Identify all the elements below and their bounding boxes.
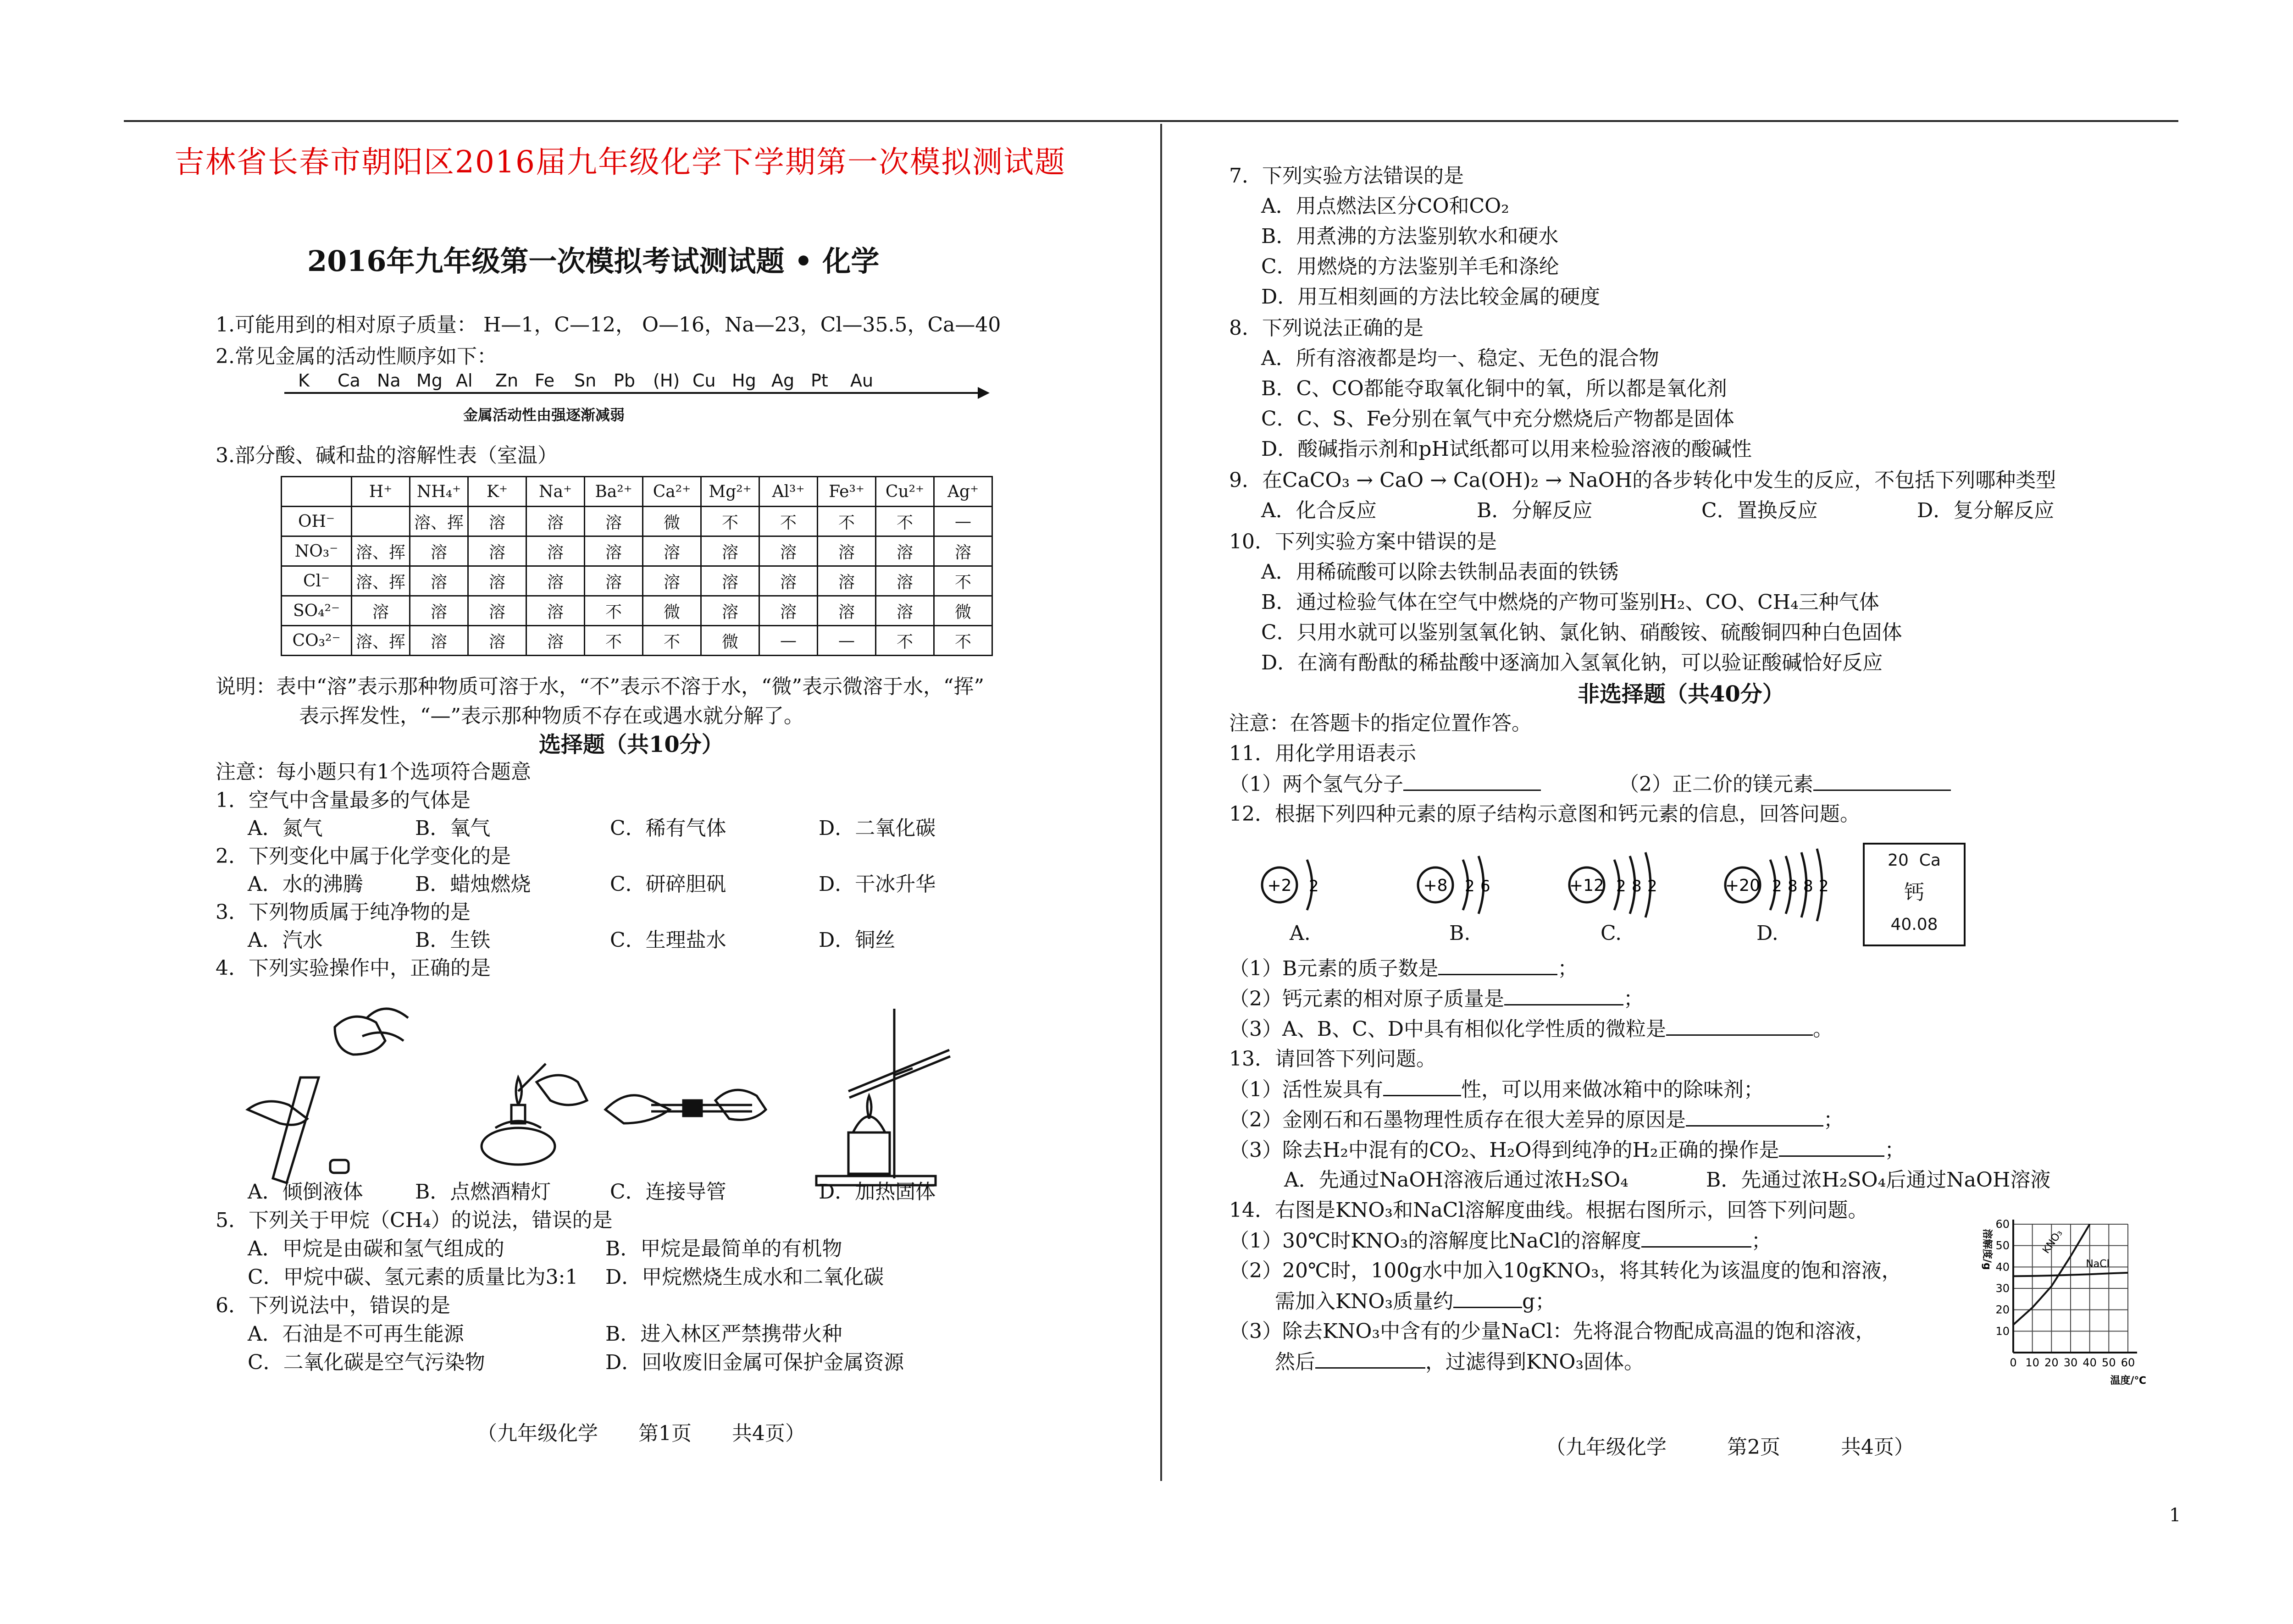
x-tick-label: 40 <box>2083 1356 2097 1369</box>
element-mass: 40.08 <box>1890 915 1938 934</box>
q9-option-b: B．分解反应 <box>1477 499 1593 522</box>
heat-solid-illustration <box>807 1000 963 1192</box>
solubility-table <box>281 476 993 656</box>
table-cell: 溶 <box>585 566 643 596</box>
section-2-title: 非选择题（共40分） <box>1578 681 1784 707</box>
q2-option-b: B．蜡烛燃烧 <box>415 873 531 896</box>
table-cell: 溶 <box>759 596 818 626</box>
activity-heading: 2.常见金属的活动性顺序如下： <box>216 345 497 368</box>
q8-option-a: A．所有溶液都是均一、稳定、无色的混合物 <box>1261 347 1659 370</box>
x-tick-label: 20 <box>2044 1356 2059 1369</box>
q2-option-a: A．水的沸腾 <box>248 873 363 896</box>
y-tick-label: 10 <box>1995 1325 2010 1338</box>
activity-series <box>298 370 890 391</box>
atom-label-c: C. <box>1601 922 1622 945</box>
metal-symbol: Na <box>377 370 401 391</box>
element-name: 钙 <box>1904 881 1924 904</box>
metal-symbol: K <box>298 370 310 391</box>
table-heading: 3.部分酸、碱和盐的溶解性表（室温） <box>216 444 558 467</box>
table-row-label: NO₃⁻ <box>282 536 352 566</box>
table-cell: — <box>818 626 876 656</box>
shell-electron-count: 2 <box>1647 877 1657 895</box>
table-header-cell: Fe³⁺ <box>818 477 876 507</box>
table-cell: 不 <box>759 507 818 536</box>
table-row-label: OH⁻ <box>282 507 352 536</box>
y-tick-label: 40 <box>1995 1260 2010 1274</box>
document-title: 吉林省长春市朝阳区2016届九年级化学下学期第一次模拟测试题 <box>174 144 1066 180</box>
y-tick-label: 30 <box>1995 1282 2010 1295</box>
heat-solid-drawing <box>807 1000 963 1192</box>
table-header-cell: Ba²⁺ <box>585 477 643 507</box>
q13-option-b: B．先通过浓H₂SO₄后通过NaOH溶液 <box>1706 1168 2051 1192</box>
table-cell: 溶 <box>410 566 468 596</box>
atom-nucleus-charge: +2 <box>1267 876 1292 895</box>
table-cell: 溶 <box>818 536 876 566</box>
table-cell: 溶 <box>526 536 585 566</box>
q11-stem: 11．用化学用语表示 <box>1229 742 1416 765</box>
table-cell: 溶、挥 <box>410 507 468 536</box>
table-cell: 溶 <box>643 566 701 596</box>
x-tick-label: 60 <box>2121 1356 2135 1369</box>
table-note-2: 表示挥发性，“—”表示那种物质不存在或遇水就分解了。 <box>299 704 804 728</box>
q4-option-a: A．倾倒液体 <box>248 1180 363 1204</box>
q14-answer-3[interactable] <box>1315 1350 1425 1369</box>
table-cell: 微 <box>701 626 759 656</box>
q13-part-3: （3）除去H₂中混有的CO₂、H₂O得到纯净的H₂正确的操作是 <box>1229 1138 1779 1162</box>
q10-option-c: C．只用水就可以鉴别氢氧化钠、氯化钠、硝酸铵、硫酸铜四种白色固体 <box>1261 621 1902 644</box>
q5-option-d: D．甲烷燃烧生成水和二氧化碳 <box>605 1265 884 1289</box>
q12-stem: 12．根据下列四种元素的原子结构示意图和钙元素的信息，回答问题。 <box>1229 802 1860 826</box>
q1-stem: 1．空气中含量最多的气体是 <box>216 789 471 812</box>
table-header-cell: Cu²⁺ <box>876 477 934 507</box>
q10-option-b: B．通过检验气体在空气中燃烧的产物可鉴别H₂、CO、CH₄三种气体 <box>1261 591 1879 614</box>
metal-symbol: (H) <box>653 370 680 391</box>
table-header-cell: H⁺ <box>352 477 410 507</box>
q4-option-b: B．点燃酒精灯 <box>415 1180 551 1204</box>
q8-stem: 8．下列说法正确的是 <box>1229 316 1423 340</box>
q11-part-2: （2）正二价的镁元素 <box>1619 773 1813 796</box>
q14-stem: 14．右图是KNO₃和NaCl溶解度曲线。根据右图所示，回答下列问题。 <box>1229 1199 1868 1222</box>
table-cell: 溶 <box>876 566 934 596</box>
x-tick-label: 50 <box>2102 1356 2116 1369</box>
table-cell: 溶 <box>526 507 585 536</box>
element-number: 20 <box>1888 851 1909 870</box>
table-cell: 溶 <box>352 596 410 626</box>
q12-answer-3[interactable] <box>1666 1017 1813 1036</box>
y-tick-label: 50 <box>1995 1239 2010 1252</box>
series-label: KNO₃ <box>2040 1227 2065 1256</box>
q6-option-b: B．进入林区严禁携带火种 <box>605 1322 842 1346</box>
table-cell: 溶 <box>468 536 526 566</box>
q3-option-d: D．铜丝 <box>819 928 896 952</box>
x-axis-label: 温度/℃ <box>2110 1375 2146 1386</box>
q9-option-a: A．化合反应 <box>1261 499 1377 522</box>
shell-electron-count: 2 <box>1309 877 1319 895</box>
x-tick-label: 0 <box>2010 1356 2017 1369</box>
y-tick-label: 60 <box>1995 1218 2010 1231</box>
shell-electron-count: 6 <box>1480 877 1490 895</box>
table-cell <box>352 507 410 536</box>
table-row <box>282 626 992 656</box>
q6-option-d: D．回收废旧金属可保护金属资源 <box>605 1351 904 1374</box>
q7-option-b: B．用煮沸的方法鉴别软水和硬水 <box>1261 225 1559 248</box>
table-cell: 溶 <box>701 596 759 626</box>
table-cell: 不 <box>876 626 934 656</box>
table-header-cell: K⁺ <box>468 477 526 507</box>
table-row-label: SO₄²⁻ <box>282 596 352 626</box>
table-cell: 微 <box>643 596 701 626</box>
table-cell: — <box>759 626 818 656</box>
table-cell: 不 <box>643 626 701 656</box>
section-2-note: 注意：在答题卡的指定位置作答。 <box>1229 712 1532 735</box>
q11-part-1: （1）两个氢气分子 <box>1229 773 1403 796</box>
connect-tube-illustration <box>596 1068 789 1151</box>
atom-structure-diagrams <box>1238 844 1829 940</box>
q2-option-c: C．研碎胆矾 <box>610 873 726 896</box>
table-header-cell: NH₄⁺ <box>410 477 468 507</box>
shell-electron-count: 2 <box>1772 877 1782 895</box>
metal-symbol: Al <box>456 370 473 391</box>
q5-stem: 5．下列关于甲烷（CH₄）的说法，错误的是 <box>216 1209 613 1232</box>
q14-part-3b: 然后 <box>1275 1350 1315 1374</box>
q13-answer-1[interactable] <box>1383 1077 1461 1096</box>
table-header-cell: Ca²⁺ <box>643 477 701 507</box>
q11-answer-2[interactable] <box>1813 772 1951 791</box>
q5-option-a: A．甲烷是由碳和氢气组成的 <box>248 1237 504 1260</box>
pour-liquid-drawing <box>229 1000 449 1192</box>
metal-symbol: Hg <box>732 370 756 391</box>
table-cell: 溶 <box>468 507 526 536</box>
table-cell: 溶 <box>526 566 585 596</box>
q13-answer-3[interactable] <box>1779 1138 1884 1157</box>
q8-option-b: B．C、CO都能夺取氧化铜中的氧，所以都是氧化剂 <box>1261 377 1727 400</box>
q6-stem: 6．下列说法中，错误的是 <box>216 1294 450 1317</box>
table-cell: 溶 <box>526 596 585 626</box>
atom-label-a: A. <box>1290 922 1311 945</box>
q11-answer-1[interactable] <box>1403 772 1541 791</box>
q7-option-c: C．用燃烧的方法鉴别羊毛和涤纶 <box>1261 255 1559 278</box>
q4-option-c: C．连接导管 <box>610 1180 726 1204</box>
section-1-note: 注意：每小题只有1个选项符合题意 <box>216 760 531 784</box>
table-cell: 微 <box>643 507 701 536</box>
table-cell: 溶 <box>818 596 876 626</box>
table-cell: 溶 <box>759 566 818 596</box>
metal-symbol: Zn <box>495 370 519 391</box>
table-row <box>282 596 992 626</box>
q6-option-c: C．二氧化碳是空气污染物 <box>248 1351 485 1374</box>
metal-symbol: Fe <box>535 370 555 391</box>
table-row-label: CO₃²⁻ <box>282 626 352 656</box>
q1-option-d: D．二氧化碳 <box>819 817 936 840</box>
table-cell: 溶 <box>759 536 818 566</box>
table-cell: 溶 <box>585 507 643 536</box>
x-tick-label: 10 <box>2025 1356 2039 1369</box>
table-cell: 溶 <box>410 536 468 566</box>
table-cell: 不 <box>934 566 992 596</box>
q7-stem: 7．下列实验方法错误的是 <box>1229 164 1464 188</box>
alcohol-lamp-illustration <box>468 1055 605 1174</box>
metal-symbol: Ag <box>771 370 795 391</box>
page-number: 1 <box>2169 1505 2181 1526</box>
calcium-element-card <box>1863 843 1966 946</box>
q1-option-c: C．稀有气体 <box>610 817 726 840</box>
table-header-cell: Ag⁺ <box>934 477 992 507</box>
atom-nucleus-charge: +12 <box>1569 876 1604 895</box>
q2-stem: 2．下列变化中属于化学变化的是 <box>216 845 511 868</box>
q7-option-a: A．用点燃法区分CO和CO₂ <box>1261 194 1509 218</box>
table-row <box>282 566 992 596</box>
q9-option-d: D．复分解反应 <box>1917 499 2055 522</box>
q14-part-2c: g； <box>1522 1290 1556 1313</box>
q13-part-1a: （1）活性炭具有 <box>1229 1078 1383 1101</box>
table-cell: 溶 <box>876 536 934 566</box>
q1-option-b: B．氧气 <box>415 817 491 840</box>
q3-stem: 3．下列物质属于纯净物的是 <box>216 900 471 924</box>
table-cell: 不 <box>818 507 876 536</box>
q12-answer-1[interactable] <box>1438 956 1557 975</box>
table-cell: 溶 <box>934 536 992 566</box>
section-1-title: 选择题（共10分） <box>539 732 724 757</box>
table-cell: 溶 <box>468 566 526 596</box>
table-cell: 不 <box>934 626 992 656</box>
q14-answer-2[interactable] <box>1453 1289 1522 1308</box>
table-cell: 溶 <box>818 566 876 596</box>
table-cell: 微 <box>934 596 992 626</box>
q6-option-a: A．石油是不可再生能源 <box>248 1322 464 1346</box>
shell-electron-count: 2 <box>1465 877 1475 895</box>
metal-symbol: Ca <box>338 370 360 391</box>
q14-part-3c: ，过滤得到KNO₃固体。 <box>1425 1350 1645 1374</box>
q2-option-d: D．干冰升华 <box>819 873 936 896</box>
q13-answer-2[interactable] <box>1686 1108 1823 1127</box>
q5-option-c: C．甲烷中碳、氢元素的质量比为3:1 <box>248 1265 578 1289</box>
q4-stem: 4．下列实验操作中，正确的是 <box>216 956 491 980</box>
table-cell: 溶 <box>468 626 526 656</box>
table-header-cell <box>282 477 352 507</box>
q12-part-2: （2）钙元素的相对原子质量是 <box>1229 987 1504 1011</box>
table-cell: 溶 <box>526 626 585 656</box>
q10-stem: 10．下列实验方案中错误的是 <box>1229 530 1497 553</box>
metal-symbol: Pt <box>811 370 828 391</box>
table-cell: 溶 <box>643 536 701 566</box>
footer-left: （九年级化学 第1页 共4页） <box>477 1422 805 1445</box>
q9-option-c: C．置换反应 <box>1701 499 1818 522</box>
q5-option-b: B．甲烷是最简单的有机物 <box>605 1237 842 1260</box>
activity-note: 金属活动性由强逐渐减弱 <box>463 406 625 424</box>
q12-part-1: （1）B元素的质子数是 <box>1229 957 1439 980</box>
q4-option-d: D．加热固体 <box>819 1180 936 1204</box>
metal-symbol: Cu <box>692 370 716 391</box>
shell-electron-count: 2 <box>1819 877 1829 895</box>
metal-symbol: Au <box>850 370 874 391</box>
q14-answer-1[interactable] <box>1641 1229 1751 1248</box>
q1-option-a: A．氮气 <box>248 817 323 840</box>
table-header-cell: Na⁺ <box>526 477 585 507</box>
solubility-curve-chart <box>1972 1210 2169 1385</box>
shell-electron-count: 8 <box>1788 877 1798 895</box>
table-row <box>282 536 992 566</box>
shell-electron-count: 8 <box>1632 877 1642 895</box>
q12-part-3: （3）A、B、C、D中具有相似化学性质的微粒是 <box>1229 1017 1667 1041</box>
metal-symbol: Sn <box>574 370 597 391</box>
footer-right: （九年级化学 第2页 共4页） <box>1545 1436 1914 1459</box>
table-cell: 溶 <box>701 536 759 566</box>
connect-tube-drawing <box>596 1068 789 1151</box>
q12-answer-2[interactable] <box>1504 987 1623 1005</box>
q10-option-d: D．在滴有酚酞的稀盐酸中逐滴加入氢氧化钠，可以验证酸碱恰好反应 <box>1261 651 1883 674</box>
top-rule <box>124 120 2178 122</box>
q13-part-2: （2）金刚石和石墨物理性质存在很大差异的原因是 <box>1229 1108 1686 1132</box>
series-label: NaCl <box>2086 1258 2110 1270</box>
table-header-cell: Mg²⁺ <box>701 477 759 507</box>
q3-option-a: A．汽水 <box>248 928 323 952</box>
q14-part-1: （1）30℃时KNO₃的溶解度比NaCl的溶解度 <box>1229 1229 1641 1253</box>
table-cell: 不 <box>876 507 934 536</box>
q9-stem: 9．在CaCO₃ → CaO → Ca(OH)₂ → NaOH的各步转化中发生的反应，不包括下列哪种类型 <box>1229 469 2056 492</box>
y-axis-label: 溶解度/g <box>1981 1229 1993 1270</box>
table-cell: 溶、挥 <box>352 626 410 656</box>
metal-symbol: Pb <box>614 370 636 391</box>
table-cell: 溶 <box>410 596 468 626</box>
pour-liquid-illustration <box>229 1000 449 1192</box>
table-cell: 不 <box>701 507 759 536</box>
table-header-row <box>282 477 992 507</box>
table-cell: 溶、挥 <box>352 536 410 566</box>
q14-part-2b: 需加入KNO₃质量约 <box>1275 1290 1454 1313</box>
page-divider <box>1160 124 1162 1481</box>
atom-nucleus-charge: +20 <box>1725 876 1760 895</box>
q3-option-b: B．生铁 <box>415 928 491 952</box>
q13-option-a: A．先通过NaOH溶液后通过浓H₂SO₄ <box>1284 1168 1628 1192</box>
atomic-mass-line: 1.可能用到的相对原子质量： H—1，C—12， O—16，Na—23，Cl—35.5，Ca—40 <box>216 313 1001 337</box>
exam-title: 2016年九年级第一次模拟考试测试题 • 化学 <box>307 244 880 278</box>
q8-option-d: D．酸碱指示剂和pH试纸都可以用来检验溶液的酸碱性 <box>1261 437 1752 461</box>
table-header-cell: Al³⁺ <box>759 477 818 507</box>
activity-arrow <box>284 392 981 394</box>
table-cell: 溶 <box>585 536 643 566</box>
element-symbol: Ca <box>1919 851 1941 870</box>
q3-option-c: C．生理盐水 <box>610 928 726 952</box>
table-cell: 不 <box>585 596 643 626</box>
q13-stem: 13．请回答下列问题。 <box>1229 1047 1436 1071</box>
shell-electron-count: 8 <box>1803 877 1813 895</box>
atom-label-b: B. <box>1449 922 1471 945</box>
table-row <box>282 507 992 536</box>
q14-part-3a: （3）除去KNO₃中含有的少量NaCl：先将混合物配成高温的饱和溶液， <box>1229 1320 1876 1343</box>
atom-nucleus-charge: +8 <box>1423 876 1448 895</box>
q7-option-d: D．用互相刻画的方法比较金属的硬度 <box>1261 285 1601 309</box>
y-tick-label: 20 <box>1995 1303 2010 1316</box>
table-cell: 溶 <box>701 566 759 596</box>
table-note-1: 说明：表中“溶”表示那种物质可溶于水，“不”表示不溶于水，“微”表示微溶于水，“挥” <box>216 675 984 698</box>
table-cell: 溶 <box>410 626 468 656</box>
atom-label-d: D. <box>1756 922 1778 945</box>
x-tick-label: 30 <box>2063 1356 2078 1369</box>
table-cell: 溶 <box>876 596 934 626</box>
table-cell: — <box>934 507 992 536</box>
q14-part-2a: （2）20℃时，100g水中加入10gKNO₃，将其转化为该温度的饱和溶液， <box>1229 1259 1902 1282</box>
alcohol-lamp-drawing <box>468 1055 605 1174</box>
table-cell: 溶 <box>468 596 526 626</box>
shell-electron-count: 2 <box>1616 877 1626 895</box>
table-cell: 溶、挥 <box>352 566 410 596</box>
table-row-label: Cl⁻ <box>282 566 352 596</box>
table-cell: 不 <box>585 626 643 656</box>
q10-option-a: A．用稀硫酸可以除去铁制品表面的铁锈 <box>1261 560 1619 584</box>
q13-part-1b: 性，可以用来做冰箱中的除味剂； <box>1461 1078 1764 1101</box>
q8-option-c: C．C、S、Fe分别在氧气中充分燃烧后产物都是固体 <box>1261 407 1734 431</box>
metal-symbol: Mg <box>416 370 443 391</box>
